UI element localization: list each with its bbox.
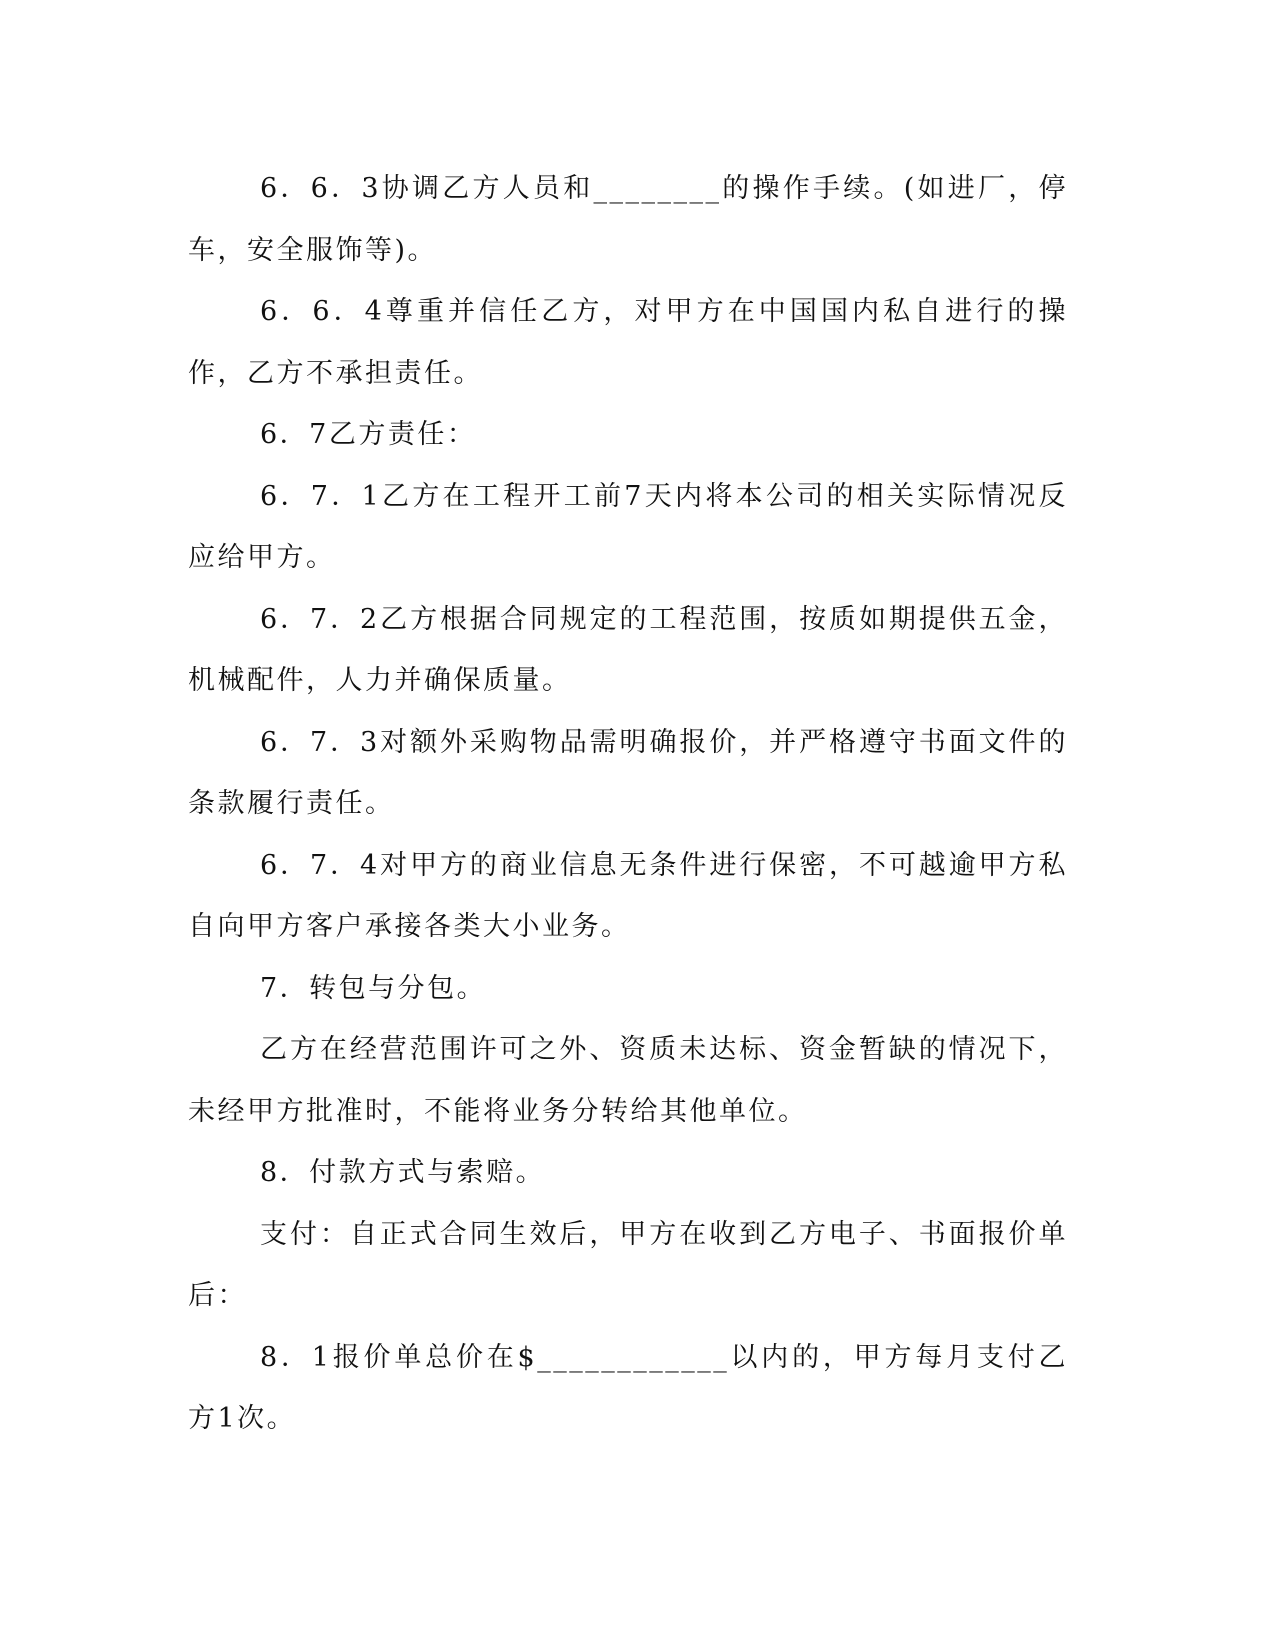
paragraph-6-6-4: 6．6．4尊重并信任乙方，对甲方在中国国内私自进行的操作，乙方不承担责任。 — [188, 296, 1068, 389]
paragraph-8-1: 8．1报价单总价在$____________以内的，甲方每月支付乙方1次。 — [188, 1341, 1068, 1434]
section-8-payment: 支付：自正式合同生效后，甲方在收到乙方电子、书面报价单后： — [188, 1218, 1068, 1311]
paragraph-6-7-3: 6．7．3对额外采购物品需明确报价，并严格遵守书面文件的条款履行责任。 — [188, 726, 1068, 819]
section-7-heading: 7．转包与分包。 — [260, 972, 487, 1004]
document-body — [188, 158, 1068, 1450]
paragraph-6-7: 6．7乙方责任： — [260, 419, 477, 450]
paragraph-6-7-1: 6．7．1乙方在工程开工前7天内将本公司的相关实际情况反应给甲方。 — [188, 480, 1068, 573]
section-7-body: 乙方在经营范围许可之外、资质未达标、资金暂缺的情况下，未经甲方批准时，不能将业务分转给其他单位。 — [188, 1034, 1068, 1127]
paragraph-6-7-2: 6．7．2乙方根据合同规定的工程范围，按质如期提供五金，机械配件，人力并确保质量。 — [188, 603, 1068, 696]
paragraph-6-6-3: 6．6．3协调乙方人员和________的操作手续。(如进厂，停车，安全服饰等)。 — [188, 173, 1068, 266]
section-8-heading: 8．付款方式与索赔。 — [260, 1157, 546, 1188]
paragraph-6-7-4: 6．7．4对甲方的商业信息无条件进行保密，不可越逾甲方私自向甲方客户承接各类大小业务。 — [188, 849, 1068, 942]
